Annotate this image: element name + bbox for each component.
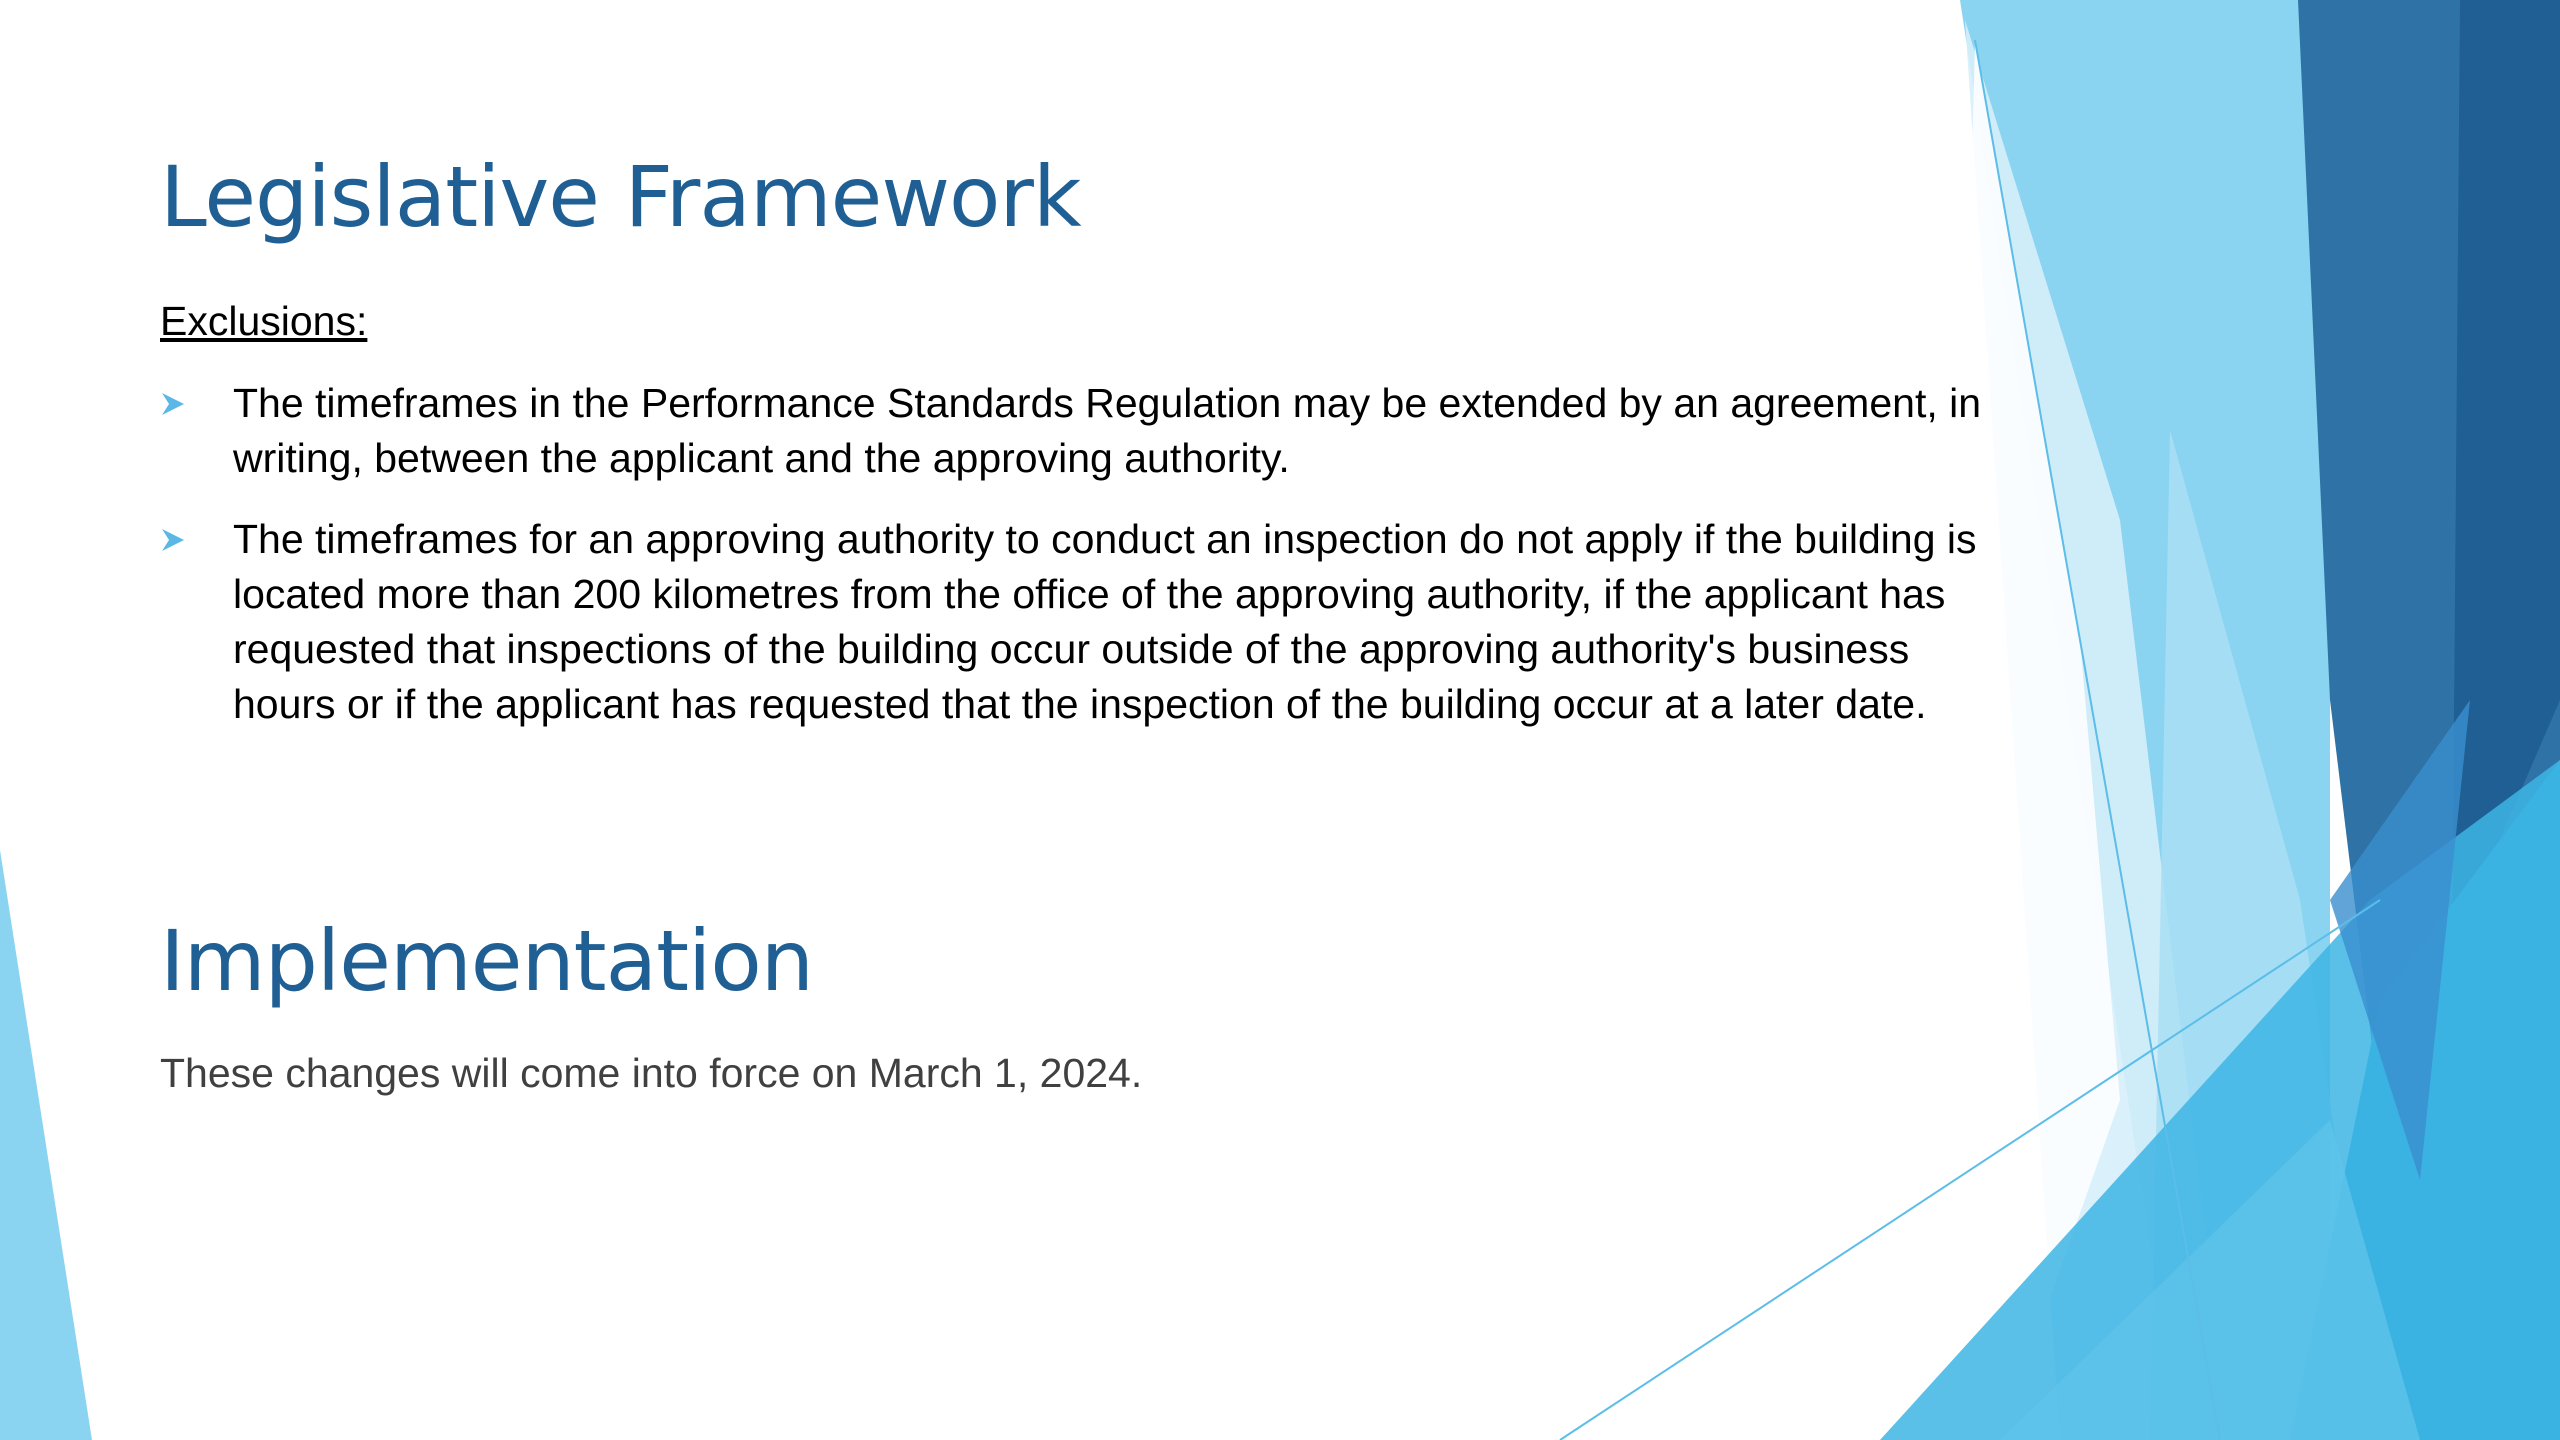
list-item-text: The timeframes in the Performance Standards Regulation may be extended by an agreement, in writing, between the applicant and the approving authority.	[233, 380, 1982, 481]
arrow-bullet-icon	[160, 390, 186, 418]
list-item	[160, 376, 2000, 486]
section-title: Implementation	[160, 912, 813, 1010]
arrow-bullet-icon	[160, 526, 186, 554]
slide-title: Legislative Framework	[160, 148, 1081, 246]
left-edge-triangle	[0, 850, 92, 1440]
exclusions-label: Exclusions:	[160, 298, 368, 344]
exclusions-list	[160, 376, 2000, 758]
section-body: These changes will come into force on March 1, 2024.	[160, 1050, 1143, 1096]
list-item	[160, 512, 2000, 732]
list-item-text: The timeframes for an approving authority to conduct an inspection do not apply if the building is located more than 200 kilometres from the office of the approving authority, if the applicant has requested that inspections of the building occur outside of the approving authority's business hours or if the applicant has requested that the inspection of the building occur at a later date.	[233, 516, 1977, 727]
